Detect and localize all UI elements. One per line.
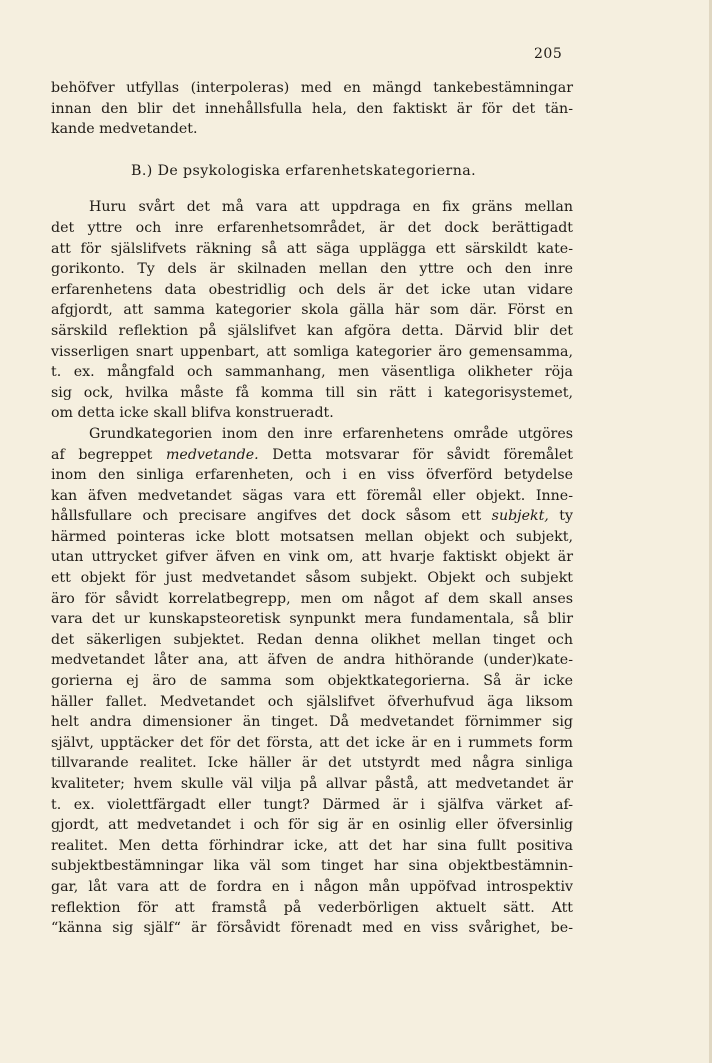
intro-paragraph — [51, 78, 573, 140]
text-line: subjektbestämningar lika väl som tinget har sina objektbestämnin- — [51, 858, 573, 875]
text-line: gjordt, att medvetandet i och för sig är en osinlig eller öfversinlig — [51, 817, 573, 834]
emphasis-medvetande: medvetande. — [165, 446, 259, 463]
section-heading: B.) De psykologiska erfarenhetskategorierna. — [131, 162, 477, 179]
text-line: ett objekt för just medvetandet såsom subjekt. Objekt och subjekt — [51, 570, 573, 587]
text-line: Grundkategorien inom den inre erfarenhetens område utgöres — [89, 425, 573, 442]
page-number: 205 — [534, 46, 563, 62]
text-segment: af begreppet — [51, 446, 166, 463]
text-line: gorierna ej äro de samma som objektkategorierna. Så är icke — [51, 673, 573, 690]
text-line: inom den sinliga erfarenheten, och i en viss öfverförd betydelse — [51, 467, 573, 484]
text-line — [51, 445, 573, 466]
text-line: kan äfven medvetandet sägas vara ett föremål eller objekt. Inne- — [51, 487, 573, 504]
text-line: “känna sig själf“ är försåvidt förenadt med en viss svårighet, be- — [51, 920, 573, 937]
text-segment: Detta motsvarar för såvidt föremålet — [258, 446, 573, 463]
paragraph-2-rest — [51, 527, 573, 939]
text-segment: hållsfullare och precisare angifves det dock såsom ett — [51, 508, 492, 525]
text-line: behöfver utfyllas (interpoleras) med en mängd tankebestämningar — [51, 80, 573, 96]
text-line: afgjordt, att samma kategorier skola gälla här som där. Först en — [51, 302, 573, 319]
paragraph-1 — [51, 197, 573, 424]
text-line: vara det ur kunskapsteoretisk synpunkt mera fundamentala, så blir — [51, 611, 573, 628]
page-body — [51, 78, 573, 939]
text-line: tillvarande realitet. Icke häller är det utstyrdt med några sinliga — [51, 755, 573, 772]
text-line: visserligen snart uppenbart, att somliga kategorier äro gemensamma, — [51, 343, 573, 360]
text-line: särskild reflektion på själslifvet kan afgöra detta. Därvid blir det — [51, 322, 573, 339]
text-line: om detta icke skall blifva konstrueradt. — [51, 405, 334, 422]
text-line: kande medvetandet. — [51, 121, 198, 138]
paragraph-2 — [51, 424, 573, 939]
text-line: äro för såvidt korrelatbegrepp, men om något af dem skall anses — [51, 590, 573, 607]
text-line: medvetandet låter ana, att äfven de andra hithörande (under)kate- — [51, 652, 573, 669]
text-line: härmed pointeras icke blott motsatsen mellan objekt och subjekt, — [51, 528, 573, 545]
text-line: häller fallet. Medvetandet och själslifvet öfverhufvud äga liksom — [51, 693, 573, 710]
emphasis-subjekt: subjekt, — [491, 508, 549, 525]
text-line: t. ex. violettfärgadt eller tungt? Därmed är i själfva värket af- — [51, 796, 573, 813]
text-line: självt, upptäcker det för det första, att det icke är en i rummets form — [51, 734, 573, 751]
text-line: Huru svårt det må vara att uppdraga en fix gräns mellan — [89, 199, 573, 216]
text-line: sig ock, hvilka måste få komma till sin rätt i kategorisystemet, — [51, 384, 573, 401]
text-line: gorikonto. Ty dels är skilnaden mellan den yttre och den inre — [51, 261, 573, 278]
text-line — [51, 506, 573, 527]
text-line: t. ex. mångfald och sammanhang, men väsentliga olikheter röja — [51, 364, 573, 381]
text-line: helt andra dimensioner än tinget. Då medvetandet förnimmer sig — [51, 714, 573, 731]
text-line: det yttre och inre erfarenhetsområdet, är det dock berättigadt — [51, 219, 573, 236]
text-line: realitet. Men detta förhindrar icke, att det har sina fullt positiva — [51, 837, 573, 854]
text-segment: ty — [548, 508, 573, 525]
text-line: utan uttrycket gifver äfven en vink om, att hvarje faktiskt objekt är — [51, 549, 573, 566]
text-line: att för själslifvets räkning så att säga upplägga ett särskildt kate- — [51, 240, 573, 257]
text-line: reflektion för att framstå på vederbörligen aktuelt sätt. Att — [51, 899, 573, 916]
text-line: gar, låt vara att de fordra en i någon mån uppöfvad introspektiv — [51, 878, 573, 895]
text-line: erfarenhetens data obestridlig och dels är det icke utan vidare — [51, 281, 573, 298]
text-line: kvaliteter; hvem skulle väl vilja på allvar påstå, att medvetandet är — [51, 776, 573, 792]
text-line: det säkerligen subjektet. Redan denna olikhet mellan tinget och — [51, 631, 573, 648]
text-line: innan den blir det innehållsfulla hela, den faktiskt är för det tän- — [51, 100, 573, 117]
